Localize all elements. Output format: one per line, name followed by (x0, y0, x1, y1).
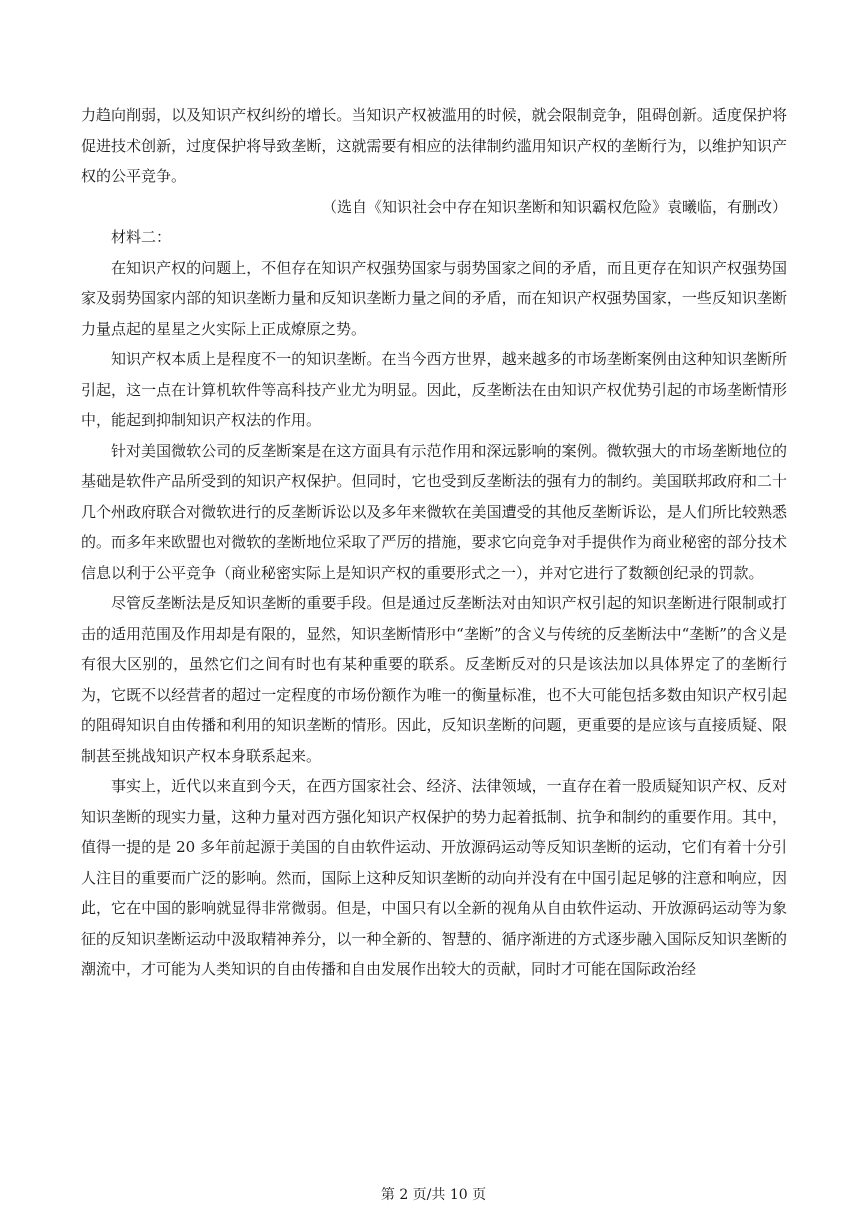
paragraph: 尽管反垄断法是反知识垄断的重要手段。但是通过反垄断法对由知识产权引起的知识垄断进行限制或打击的适用范围及作用却是有限的，显然，知识垄断情形中“垄断”的含义与传统的反垄断法中“垄断”的含义是有很大区别的，虽然它们之间有时也有某种重要的联系。反垄断反对的只是该法加以具体界定了的垄断行为，它既不以经营者的超过一定程度的市场份额作为唯一的衡量标准，也不大可能包括多数由知识产权引起的阻碍知识自由传播和利用的知识垄断的情形。因此，反知识垄断的问题，更重要的是应该与直接质疑、限制甚至挑战知识产权本身联系起来。 (81, 594, 787, 765)
paragraph: 事实上，近代以来直到今天，在西方国家社会、经济、法律领域，一直存在着一股质疑知识产权、反对知识垄断的现实力量，这种力量对西方强化知识产权保护的势力起着抵制、抗争和制约的重要作用。其中，值得一提的是 20 多年前起源于美国的自由软件运动、开放源码运动等反知识垄断的运动，它们有着十分引人注目的重要而广泛的影响。然而，国际上这种反知识垄断的动向并没有在中国引起足够的注意和响应，因此，它在中国的影响就显得非常微弱。但是，中国只有以全新的视角从自由软件运动、开放源码运动等为象征的反知识垄断运动中汲取精神养分，以一种全新的、智慧的、循序渐进的方式逐步融入国际反知识垄断的潮流中，才可能为人类知识的自由传播和自由发展作出较大的贡献，同时才可能在国际政治经 (81, 777, 787, 978)
page-number-footer: 第 2 页/共 10 页 (380, 1187, 487, 1203)
document-body (81, 100, 787, 985)
section-heading-material-two: 材料二： (111, 228, 172, 246)
paragraph-continuation: 力趋向削弱，以及知识产权纠纷的增长。当知识产权被滥用的时候，就会限制竞争，阻碍创新。适度保护将促进技术创新，过度保护将导致垄断，这就需要有相应的法律制约滥用知识产权的垄断行为，以维护知识产权的公平竞争。 (81, 106, 787, 185)
source-citation: （选自《知识社会中存在知识垄断和知识霸权危险》袁曦临，有删改） (321, 197, 787, 216)
paragraph: 知识产权本质上是程度不一的知识垄断。在当今西方世界，越来越多的市场垄断案例由这种知识垄断所引起，这一点在计算机软件等高科技产业尤为明显。因此，反垄断法在由知识产权优势引起的市场垄断情形中，能起到抑制知识产权法的作用。 (81, 350, 787, 429)
paragraph: 针对美国微软公司的反垄断案是在这方面具有示范作用和深远影响的案例。微软强大的市场垄断地位的基础是软件产品所受到的知识产权保护。但同时，它也受到反垄断法的强有力的制约。美国联邦政府和二十几个州政府联合对微软进行的反垄断诉讼以及多年来微软在美国遭受的其他反垄断诉讼，是人们所比较熟悉的。而多年来欧盟也对微软的垄断地位采取了严厉的措施，要求它向竞争对手提供作为商业秘密的部分技术信息以利于公平竞争（商业秘密实际上是知识产权的重要形式之一），并对它进行了数额创纪录的罚款。 (81, 441, 787, 582)
paragraph: 在知识产权的问题上，不但存在知识产权强势国家与弱势国家之间的矛盾，而且更存在知识产权强势国家及弱势国家内部的知识垄断力量和反知识垄断力量之间的矛盾，而在知识产权强势国家，一些反知识垄断力量点起的星星之火实际上正成燎原之势。 (81, 258, 787, 338)
